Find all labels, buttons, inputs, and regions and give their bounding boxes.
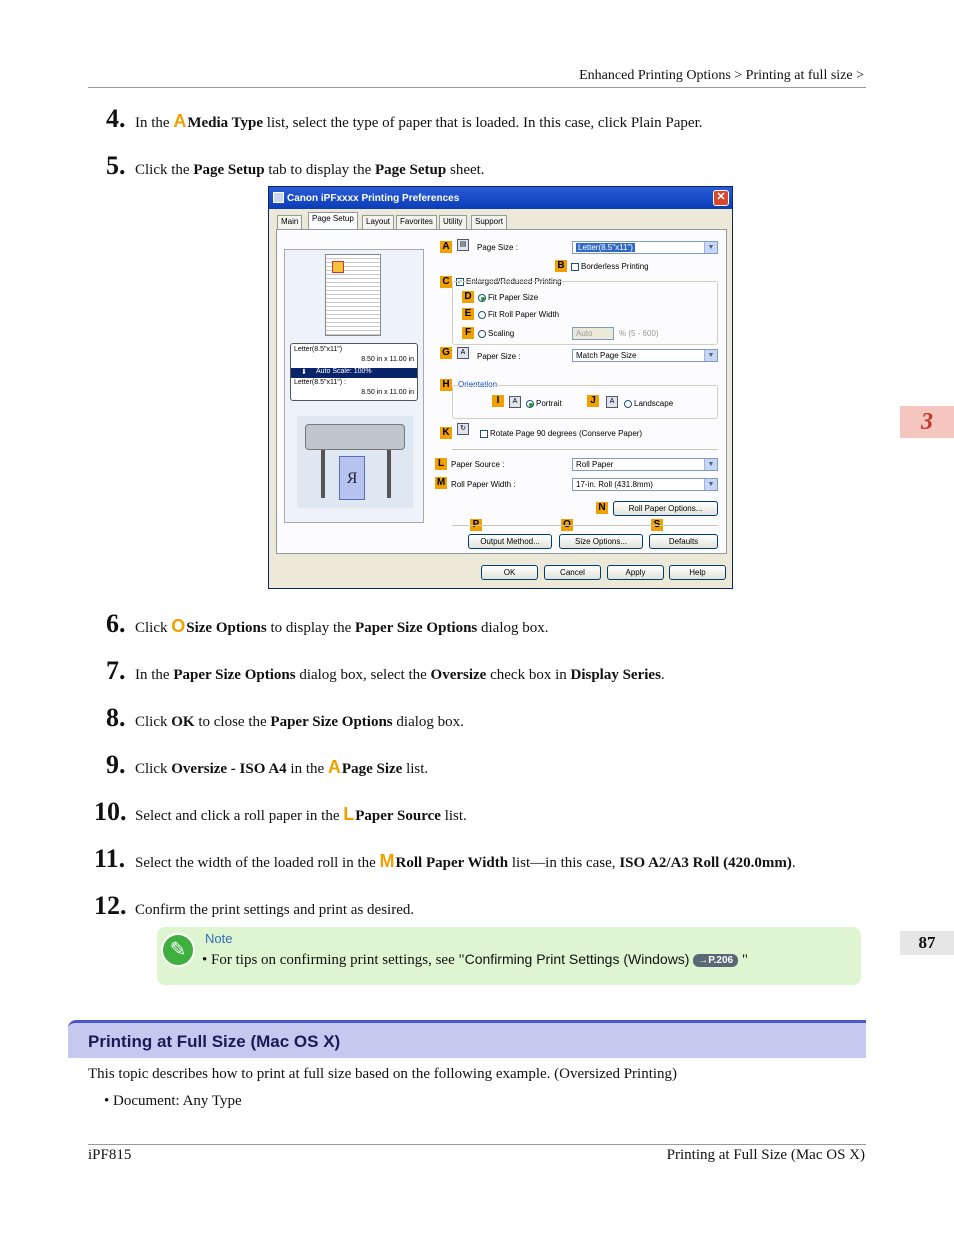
label-l: L — [435, 458, 447, 470]
label-m: M — [436, 477, 446, 488]
apply-button[interactable]: Apply — [607, 565, 664, 580]
page-size-dropdown[interactable]: Letter(8.5"x11") ▼ — [572, 241, 718, 254]
step-8 — [106, 703, 464, 733]
enlarged-reduced-checkbox[interactable]: ✓ Enlarged/Reduced Printing — [457, 277, 562, 286]
key-label: M — [379, 851, 395, 871]
page-number-tab: 87 — [900, 931, 954, 955]
ok-button[interactable]: OK — [481, 565, 538, 580]
key-label: A — [173, 111, 187, 131]
label-a: A — [440, 241, 452, 253]
dialog-titlebar — [269, 187, 732, 209]
roll-paper-width-dropdown[interactable]: 17-in. Roll (431.8mm) ▼ — [572, 478, 718, 491]
label-c: C — [440, 276, 452, 288]
step-number: 12. — [94, 891, 127, 920]
step-number: 10. — [94, 797, 127, 826]
key-label: O — [171, 616, 186, 636]
section-paragraph: This topic describes how to print at full size based on the following example. (Oversized Printing) — [88, 1066, 678, 1082]
help-button[interactable]: Help — [669, 565, 726, 580]
size-options-button[interactable]: Size Options... — [559, 534, 643, 549]
rotate-page-checkbox[interactable]: Rotate Page 90 degrees (Conserve Paper) — [480, 429, 642, 438]
landscape-icon: A — [606, 396, 618, 408]
tab-page-setup[interactable]: Page Setup — [308, 212, 358, 229]
label-i: I — [492, 395, 504, 407]
step-4 — [106, 104, 703, 134]
paper-size-dropdown[interactable]: Match Page Size ▼ — [572, 349, 718, 362]
label-h: H — [440, 379, 452, 391]
step-5 — [106, 151, 485, 181]
pencil-icon: ✎ — [161, 933, 195, 967]
paper-preview — [325, 254, 381, 336]
step-text: Click OK to close the Paper Size Options dialog box. — [135, 714, 464, 730]
step-text: Click Oversize - ISO A4 in the APage Size list. — [135, 757, 429, 777]
printer-illustration — [297, 416, 413, 508]
label-e: E — [462, 308, 474, 320]
step-number: 4. — [106, 104, 126, 133]
roll-paper-options-button[interactable]: Roll Paper Options... — [613, 501, 718, 516]
tab-support[interactable]: Support — [471, 215, 507, 229]
rotate-icon: ↻ — [457, 423, 469, 435]
step-11 — [94, 844, 796, 874]
confirming-settings-link[interactable]: Confirming Print Settings (Windows) — [464, 951, 690, 967]
paper-source-dropdown[interactable]: Roll Paper ▼ — [572, 458, 718, 471]
note-text: • For tips on confirming print settings, see "Confirming Print Settings (Windows) →P.206 " — [202, 951, 748, 968]
auto-scale-row: ⬇ Auto Scale: 100% — [291, 368, 417, 378]
step-text: Click the Page Setup tab to display the Page Setup sheet. — [135, 162, 485, 178]
fit-roll-width-radio[interactable]: Fit Roll Paper Width — [478, 310, 559, 319]
scaling-radio[interactable]: Scaling — [478, 329, 514, 338]
step-number: 9. — [106, 750, 126, 779]
orientation-heading: Orientation — [458, 380, 498, 389]
section-heading: Printing at Full Size (Mac OS X) — [88, 1032, 341, 1051]
printing-preferences-dialog: Canon iPFxxxx Printing Preferences ✕ Main Page Setup Layout Favorites Utility Support Letter(8.5"x11") 8.50 in x 11.00 in ⬇ Auto Scale: 100% Letter(8.5"x11") : 8.50 in x 11.00 in R A ▤ Page Size : Letter(8.5"x11") ▼ B Borderless Printing C ✓ Enlarged/Reduced Printing D Fit Paper Size E Fit Roll Paper Width F Scaling Auto % (5 - 600) G A Paper Size : Match Page Size ▼ H Orientation I A Portrait J A Landscape K ↻ Rotate Page 90 degrees (Conserve Paper) L Paper Source : Roll Paper ▼ M Roll Paper Width : 17-in. Roll (431.8mm) ▼ N Roll Paper Options... Output Method... Size Options... Defaults OK Cancel Apply Help — [268, 186, 733, 589]
footer-rule — [88, 1144, 866, 1145]
step-text: In the Paper Size Options dialog box, select the Oversize check box in Display Series. — [135, 667, 665, 683]
printer-body — [305, 424, 405, 450]
image-thumbnail — [332, 261, 344, 273]
printer-icon — [273, 192, 284, 203]
borderless-checkbox[interactable]: Borderless Printing — [571, 262, 649, 271]
label-g: G — [440, 347, 452, 359]
portrait-icon: A — [509, 396, 521, 408]
step-number: 5. — [106, 151, 126, 180]
tab-favorites[interactable]: Favorites — [396, 215, 437, 229]
label-d: D — [462, 291, 474, 303]
footer-section-title: Printing at Full Size (Mac OS X) — [666, 1147, 865, 1163]
label-n: N — [596, 502, 608, 514]
tab-utility[interactable]: Utility — [439, 215, 467, 229]
note-title: Note — [205, 931, 233, 946]
header-rule — [88, 87, 866, 88]
page-reference-link[interactable]: →P.206 — [693, 954, 738, 967]
label-k: K — [440, 427, 452, 439]
size-info-box: Letter(8.5"x11") 8.50 in x 11.00 in ⬇ Auto Scale: 100% Letter(8.5"x11") : 8.50 in x 11.00 in — [290, 343, 418, 401]
chevron-down-icon: ▼ — [704, 350, 717, 361]
paper-size-icon: A — [457, 347, 469, 359]
close-icon[interactable]: ✕ — [713, 190, 729, 206]
step-text: Select the width of the loaded roll in the MRoll Paper Width list—in this case, ISO A2/A3 Roll (420.0mm). — [135, 851, 796, 871]
breadcrumb: Enhanced Printing Options > Printing at full size > — [579, 68, 864, 83]
step-7 — [106, 656, 665, 686]
step-number: 7. — [106, 656, 126, 685]
landscape-radio[interactable]: Landscape — [624, 399, 673, 408]
chevron-down-icon: ▼ — [704, 242, 717, 253]
label-j: J — [587, 395, 599, 407]
step-text: Confirm the print settings and print as desired. — [135, 902, 415, 918]
step-text: Click OSize Options to display the Paper Size Options dialog box. — [135, 616, 549, 636]
step-10 — [94, 797, 467, 827]
chapter-tab[interactable]: 3 — [900, 406, 954, 438]
dialog-title: Canon iPFxxxx Printing Preferences — [287, 192, 460, 204]
tab-layout[interactable]: Layout — [362, 215, 394, 229]
label-f: F — [462, 327, 474, 339]
chevron-down-icon: ▼ — [704, 459, 717, 470]
tab-main[interactable]: Main — [277, 215, 302, 229]
document-bullet: • Document: Any Type — [104, 1093, 242, 1109]
preview-pane — [284, 249, 424, 523]
arrow-down-icon: ⬇ — [301, 369, 307, 376]
step-number: 6. — [106, 609, 126, 638]
step-6 — [106, 609, 549, 639]
scaling-input[interactable]: Auto — [572, 327, 614, 340]
cancel-button[interactable]: Cancel — [544, 565, 601, 580]
step-9 — [106, 750, 428, 780]
step-number: 8. — [106, 703, 126, 732]
defaults-button[interactable]: Defaults — [649, 534, 718, 549]
section-heading-bar — [68, 1020, 866, 1058]
label-b: B — [555, 260, 567, 272]
chevron-down-icon: ▼ — [704, 479, 717, 490]
step-text: Select and click a roll paper in the LPaper Source list. — [135, 804, 467, 824]
output-sheet: R — [339, 456, 365, 500]
footer-model: iPF815 — [88, 1147, 132, 1163]
page-size-icon: ▤ — [457, 239, 469, 251]
portrait-radio[interactable]: Portrait — [526, 399, 562, 408]
step-12 — [94, 891, 414, 921]
note-box — [157, 927, 861, 985]
fit-paper-size-radio[interactable]: Fit Paper Size — [478, 293, 538, 302]
key-label: L — [343, 804, 355, 824]
step-number: 11. — [94, 844, 126, 873]
step-text: In the AMedia Type list, select the type of paper that is loaded. In this case, click Plain Paper. — [135, 111, 703, 131]
key-label: A — [327, 757, 341, 777]
output-method-button[interactable]: Output Method... — [468, 534, 552, 549]
